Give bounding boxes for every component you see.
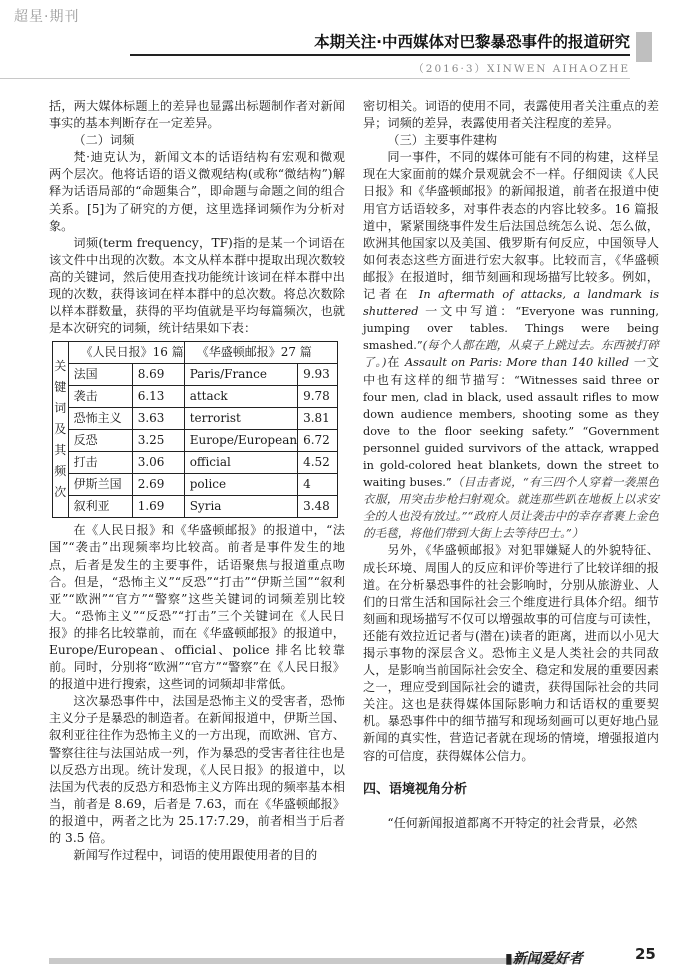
article-title-italic: Assault on Paris: More than 140 killed <box>404 356 630 370</box>
running-title: 本期关注·中西媒体对巴黎暴恐事件的报道研究 <box>314 33 630 51</box>
english-quote: “Everyone was running, jumping over tables. Things were being smashed.” <box>363 305 659 353</box>
paragraph: 梵·迪克认为，新闻文本的话语结构有宏观和微观两个层次。他将话语的语义微观结构(或称“微结构”)解释为话语局部的“命题集合”，即命题与命题之间的组合关系。[5]为了研究的方便，这里选择词频作为分析对象。 <box>49 150 345 233</box>
paragraph: 密切相关。词语的使用不同，表露使用者关注重点的差异；词频的差异，表露使用者关注程度的差异。 <box>363 99 659 131</box>
section-heading-context: 四、语境视角分析 <box>363 781 468 797</box>
table-row: 反恐 3.25 Europe/European 6.72 <box>53 430 338 452</box>
paragraph: “任何新闻报道都离不开特定的社会背景，必然 <box>387 815 638 830</box>
row-label-cell: 关 键 词 及 其 频 次 <box>53 342 69 518</box>
english-quote: “Witnesses said three or four men, clad in black, used assault rifles to mow down audience members, shooting some as they dove to the floor seeking safety.” “Government personnel guided survivors of the attack, wrapped in gold-colored heat blankets, down the street to waiting buses.” <box>363 373 659 490</box>
paragraph: 括，两大媒体标题上的差异也显露出标题制作者对新闻事实的基本判断存在一定差异。 <box>49 99 345 131</box>
paragraph: 这次暴恐事件中，法国是恐怖主义的受害者，恐怖主义分子是暴恐的制造者。在新闻报道中，伊斯兰国、叙利亚往往作为恐怖主义的一方出现，而欧洲、官方、警察往往与法国站成一列，作为暴恐的受害者往往也是以反恐方出现。统计发现，《人民日报》的报道中，以法国为代表的反恐方和恐怖主义方阵出现的频率基本相当，前者是 8.69，后者是 7.63，而在《华盛顿邮报》的报道中，两者之比为 25.17:7.29，前者相当于后者的 3.5 倍。 <box>49 694 345 845</box>
table-row: 打击 3.06 official 4.52 <box>53 452 338 474</box>
translation-note: (每个人都在跑，从桌子上跳过去。东西被打碎了。) <box>363 338 660 370</box>
section-heading-word-frequency: （二）词频 <box>73 133 135 148</box>
table-row: 袭击 6.13 attack 9.78 <box>53 386 338 408</box>
page-number: 25 <box>635 945 656 963</box>
table-row: 法国 8.69 Paris/France 9.93 <box>53 364 338 386</box>
table-row: 叙利亚 1.69 Syria 3.48 <box>53 496 338 518</box>
translation-note: （目击者说，“有三四个人穿着一袭黑色衣服，用突击步枪扫射观众。就连那些趴在地板上以求安全的人也没有放过。”“政府人员让袭击中的幸存者裹上金色的毛毯，将他们带到大街上去等待巴士。”） <box>363 475 659 541</box>
header-rule <box>0 78 630 79</box>
word-frequency-table <box>52 341 338 518</box>
page-header <box>0 0 700 30</box>
paragraph: 词频(term frequency，TF)指的是某一个词语在该文件中出现的次数。本文从样本群中提取出现次数较高的关键词，然后使用查找功能统计该词在样本群中出现的次数，获得该词在样本群中的总次数。将总次数除以样本群数量，获得的平均值就是平均每篇频次，也就是本次研究的词频，统计结果如下表： <box>49 235 345 336</box>
left-column <box>49 98 345 864</box>
paragraph: 在《人民日报》和《华盛顿邮报》的报道中，“法国”“袭击”出现频率均比较高。前者是事件发生的地点，后者是发生的主要事件，话语聚焦与报道重点吻合。但是，“恐怖主义”“反恐”“打击”“伊斯兰国”“叙利亚”“欧洲”“官方”“警察”这些关键词的词频差别比较大。“恐怖主义”“反恐”“打击”三个关键词在《人民日报》的排名比较靠前，而在《华盛顿邮报》的报道中，Europe/European、official、police 排名比较靠前。同时，分别将“欧洲”“官方”“警察”在《人民日报》的报道中进行搜索，这些词的词频却非常低。 <box>49 523 345 692</box>
paragraph: 另外，《华盛顿邮报》对犯罪嫌疑人的外貌特征、成长环境、周围人的反应和评价等进行了比较详细的报道。在分析暴恐事件的社会影响时，分别从旅游业、人们的日常生活和国际社会三个维度进行具体介绍。细节刻画和现场描写不仅可以增强故事的可信度与可读性，还能有效拉近记者与(潜在)读者的距离，进而以小见大揭示事物的深层含义。恐怖主义是人类社会的共同敌人，是影响当前国际社会安全、稳定和发展的重要因素之一，理应受到国际社会的谴责，获得国际社会的共同关注。这也是获得媒体国际影响力和话语权的重要契机。暴恐事件中的细节描写和现场刻画可以更好地凸显新闻的真实性，营造记者就在现场的情境，增强报道内容的可信度，获得媒体公信力。 <box>363 543 659 763</box>
table-header-en: 《华盛顿邮报》27 篇 <box>184 342 337 364</box>
article-title-italic: In aftermath of attacks, a landmark is shuttered <box>363 288 660 319</box>
paragraph: 同一事件，不同的媒体可能有不同的构建，这样呈现在大家面前的媒介景观就会不一样。仔细阅读《人民日报》和《华盛顿邮报》的新闻报道，前者在报道中使用官方话语较多，对事件表态的内容比较多。16 篇报道中，紧紧围绕事件发生后法国总统怎么说、怎么做，欧洲其他国家以及美国、俄罗斯有何反应，中国领导人如何表态这些方面进行宏大叙事。比较而言，《华盛顿邮报》在报道时，细节刻画和现场描写比较多。例如，记者在 In aftermath of attacks, a landmark is shuttered 一文中写道：“Everyone was running, jumping over tables. Things were being smashed.”(每个人都在跑，从桌子上跳过去。东西被打碎了。)在 Assault on Paris: More than 140 killed 一文中也有这样的细节描写：“Witnesses said three or four men, clad in black, used assault rifles to mow down audience members, shooting some as they dove to the floor seeking safety.” “Government personnel guided survivors of the attack, wrapped in gold-colored heat blankets, down the street to waiting buses.”（目击者说，“有三四个人穿着一袭黑色衣服，用突击步枪扫射观众。就连那些趴在地板上以求安全的人也没有放过。”“政府人员让袭击中的幸存者裹上金色的毛毯，将他们带到大街上去等待巴士。”） <box>363 150 660 541</box>
section-heading-event-construction: （三）主要事件建构 <box>387 133 498 148</box>
right-column <box>363 98 659 832</box>
header-tab-block <box>636 32 652 62</box>
table-header-cn: 《人民日报》16 篇 <box>68 342 184 364</box>
title-underline <box>130 54 630 56</box>
footer-bar <box>49 958 567 964</box>
paragraph: 新闻写作过程中，词语的使用跟使用者的目的 <box>73 848 318 863</box>
table-row: 伊斯兰国 2.69 police 4 <box>53 474 338 496</box>
journal-logo: ▮新闻爱好者 <box>505 951 583 967</box>
issue-line: （2016·3）XINWEN AIHAOZHE <box>413 63 630 75</box>
table-header-row <box>53 342 338 364</box>
table-row: 恐怖主义 3.63 terrorist 3.81 <box>53 408 338 430</box>
brand-watermark: 超星·期刊 <box>14 9 80 25</box>
